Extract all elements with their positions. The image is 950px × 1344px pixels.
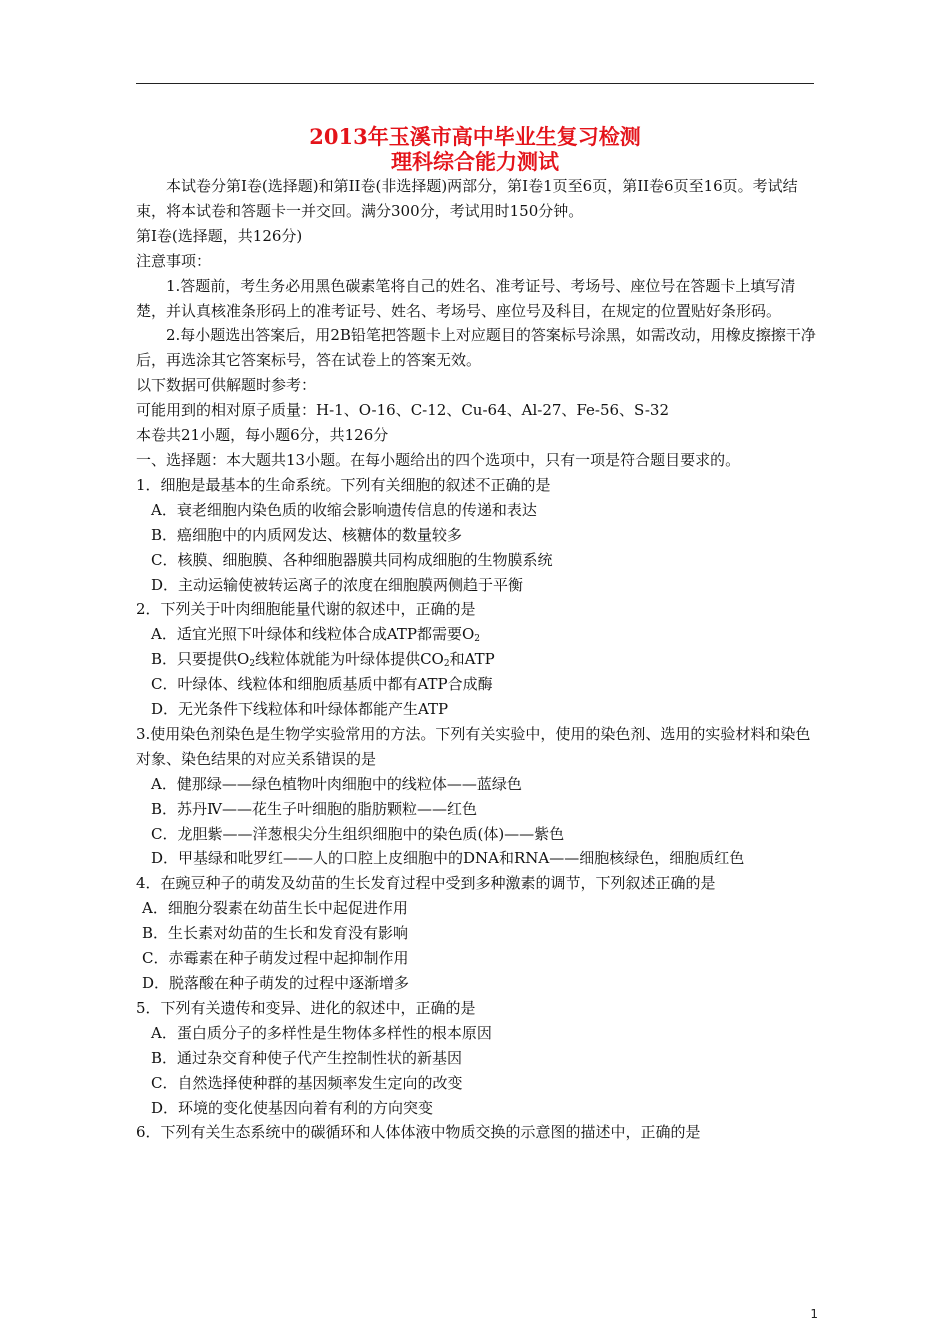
question-1-option-b: B．癌细胞中的内质网发达、核糖体的数量较多 [151, 525, 463, 544]
question-4-stem: 4．在豌豆种子的萌发及幼苗的生长发育过程中受到多种激素的调节，下列叙述正确的是 [136, 874, 716, 893]
option-text: B．只要提供O [151, 650, 250, 669]
question-3-option-d: D．甲基绿和吡罗红——人的口腔上皮细胞中的DNA和RNA——细胞核绿色，细胞质红色 [151, 849, 745, 868]
question-5-stem: 5．下列有关遗传和变异、进化的叙述中，正确的是 [136, 998, 476, 1017]
option-text: A．适宜光照下叶绿体和线粒体合成ATP都需要O [151, 625, 475, 644]
question-5-option-b: B．通过杂交育种使子代产生控制性状的新基因 [151, 1048, 463, 1067]
question-4-option-a: A．细胞分裂素在幼苗生长中起促进作用 [142, 899, 408, 918]
question-2-option-a [136, 622, 816, 647]
question-2-option-c: C．叶绿体、线粒体和细胞质基质中都有ATP合成酶 [151, 675, 493, 694]
question-1-option-d: D．主动运输使被转运离子的浓度在细胞膜两侧趋于平衡 [151, 575, 524, 594]
exam-subtitle: 理科综合能力测试 [391, 149, 559, 174]
question-4-option-c: C．赤霉素在种子萌发过程中起抑制作用 [142, 949, 409, 968]
question-1-stem: 1．细胞是最基本的生命系统。下列有关细胞的叙述不正确的是 [136, 475, 551, 494]
header-rule [136, 83, 814, 84]
reference-label: 以下数据可供解题时参考： [136, 376, 317, 395]
atomic-mass-line: 可能用到的相对原子质量：H-1、O-16、C-12、Cu-64、Al-27、Fe-56、S-32 [136, 401, 670, 420]
option-text: 线粒体就能为叶绿体提供CO [255, 650, 444, 669]
subscript: 2 [249, 659, 256, 670]
question-5-option-a: A．蛋白质分子的多样性是生物体多样性的根本原因 [151, 1023, 492, 1042]
section-one-heading: 一、选择题：本大题共13小题。在每小题给出的四个选项中，只有一项是符合题目要求的。 [136, 450, 741, 469]
question-1-option-c: C．核膜、细胞膜、各种细胞器膜共同构成细胞的生物膜系统 [151, 550, 553, 569]
question-3-stem: 3.使用染色剂染色是生物学实验常用的方法。下列有关实验中，使用的染色剂、选用的实验材料和染色对象、染色结果的对应关系错误的是 [136, 724, 811, 768]
question-3-option-a: A．健那绿——绿色植物叶肉细胞中的线粒体——蓝绿色 [151, 774, 522, 793]
option-text: 和ATP [449, 650, 495, 669]
exam-body [136, 174, 816, 1145]
question-2-stem: 2．下列关于叶肉细胞能量代谢的叙述中，正确的是 [136, 600, 476, 619]
question-3-option-b: B．苏丹Ⅳ——花生子叶细胞的脂肪颗粒——红色 [151, 799, 478, 818]
question-4-option-d: D．脱落酸在种子萌发的过程中逐渐增多 [142, 974, 410, 992]
volume-info: 本卷共21小题，每小题6分，共126分 [136, 426, 389, 445]
question-3-option-c: C．龙胆紫——洋葱根尖分生组织细胞中的染色质(体)——紫色 [151, 824, 565, 843]
notice-item-2: 2.每小题选出答案后，用2B铅笔把答题卡上对应题目的答案标号涂黑，如需改动，用橡皮擦擦干净后，再选涂其它答案标号，答在试卷上的答案无效。 [136, 326, 816, 370]
section-label: 第Ⅰ卷(选择题，共126分) [136, 226, 303, 245]
subscript: 2 [443, 659, 450, 670]
question-2-option-b [136, 647, 816, 672]
question-5-option-c: C．自然选择使种群的基因频率发生定向的改变 [151, 1073, 463, 1092]
question-1-option-a: A．衰老细胞内染色质的收缩会影响遗传信息的传递和表达 [151, 500, 537, 519]
question-6-stem: 6．下列有关生态系统中的碳循环和人体体液中物质交换的示意图的描述中，正确的是 [136, 1123, 701, 1142]
intro-paragraph: 本试卷分第Ⅰ卷(选择题)和第II卷(非选择题)两部分，第Ⅰ卷1页至6页，第II卷6页至16页。考试结束，将本试卷和答题卡一并交回。满分300分，考试用时150分钟。 [136, 177, 798, 220]
notice-item-1: 1.答题前，考生务必用黑色碳素笔将自己的姓名、准考证号、考场号、座位号在答题卡上填写清楚，并认真核准条形码上的准考证号、姓名、考场号、座位号及科目，在规定的位置贴好条形码。 [136, 276, 796, 320]
notice-label: 注意事项： [136, 251, 212, 270]
question-2-option-d: D．无光条件下线粒体和叶绿体都能产生ATP [151, 700, 449, 719]
page-number: 1 [810, 1307, 818, 1321]
question-4-option-b: B．生长素对幼苗的生长和发育没有影响 [142, 924, 409, 943]
subscript: 2 [474, 634, 480, 645]
question-5-option-d: D．环境的变化使基因向着有利的方向突变 [151, 1098, 434, 1117]
exam-title: 2013年玉溪市高中毕业生复习检测 [309, 124, 641, 149]
